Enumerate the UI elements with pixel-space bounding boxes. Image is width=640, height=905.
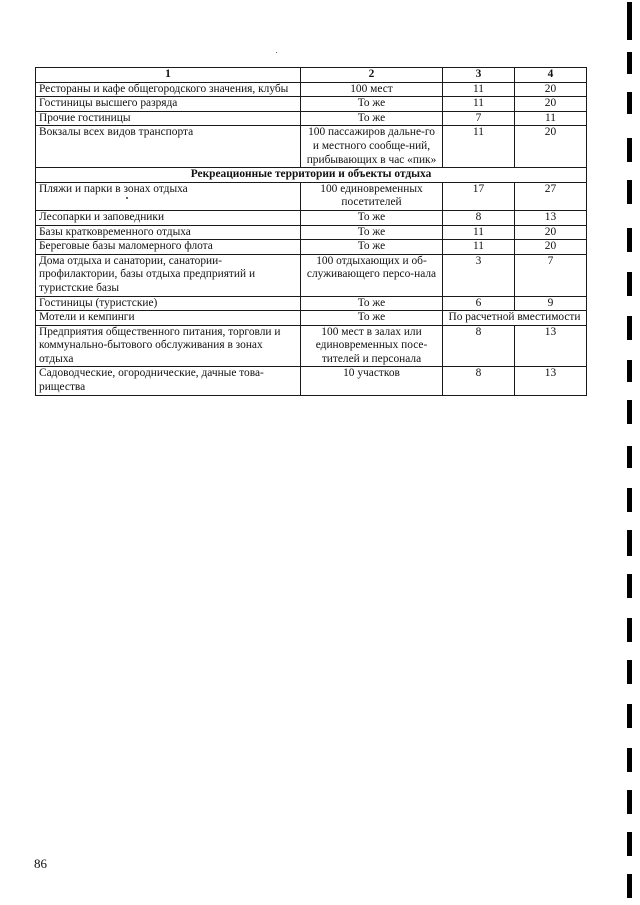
table-row	[36, 254, 587, 296]
value-cell-4: 20	[515, 225, 587, 240]
object-cell: Предприятия общественного питания, торговли и коммунально-бытового обслуживания в зонах отдыха	[36, 325, 301, 367]
object-cell: Рестораны и кафе общегородского значения, клубы	[36, 82, 301, 97]
header-cell-4: 4	[515, 68, 587, 83]
table-row	[36, 240, 587, 255]
table-row	[36, 225, 587, 240]
value-cell-3: 11	[443, 97, 515, 112]
value-cell-4: 20	[515, 97, 587, 112]
unit-cell: То же	[301, 311, 443, 326]
value-cell-3: 17	[443, 182, 515, 210]
page-number: 86	[34, 856, 47, 871]
object-cell: Прочие гостиницы	[36, 111, 301, 126]
table-row	[36, 82, 587, 97]
unit-cell: То же	[301, 240, 443, 255]
table-row	[36, 97, 587, 112]
header-cell-2: 2	[301, 68, 443, 83]
value-cell-3: 8	[443, 210, 515, 225]
object-cell: Пляжи и парки в зонах отдыха	[36, 182, 301, 210]
object-cell: Дома отдыха и санатории, санатории-профилактории, базы отдыха предприятий и туристские базы	[36, 254, 301, 296]
unit-cell: 100 отдыхающих и об-служивающего персо-нала	[301, 254, 443, 296]
unit-cell: То же	[301, 97, 443, 112]
object-cell: Вокзалы всех видов транспорта	[36, 126, 301, 168]
table-row	[36, 325, 587, 367]
unit-cell: 100 единовременных посетителей	[301, 182, 443, 210]
table-row	[36, 367, 587, 395]
value-cell-4: 11	[515, 111, 587, 126]
value-cell-4: 20	[515, 126, 587, 168]
table-row	[36, 311, 587, 326]
value-cell-3: 8	[443, 325, 515, 367]
header-cell-1: 1	[36, 68, 301, 83]
table-row	[36, 111, 587, 126]
unit-cell: То же	[301, 225, 443, 240]
object-cell: Гостиницы (туристские)	[36, 296, 301, 311]
unit-cell: 100 пассажиров дальне-го и местного сообще-ний, прибывающих в час «пик»	[301, 126, 443, 168]
value-cell-4: 27	[515, 182, 587, 210]
norms-table	[35, 67, 587, 396]
value-cell-3: 11	[443, 240, 515, 255]
section-header-row	[36, 168, 587, 183]
table-row	[36, 126, 587, 168]
header-cell-3: 3	[443, 68, 515, 83]
section-title: Рекреационные территории и объекты отдыха	[36, 168, 587, 183]
table-header-row	[36, 68, 587, 83]
table-row	[36, 296, 587, 311]
value-cell-3: 8	[443, 367, 515, 395]
value-cell-4: 13	[515, 325, 587, 367]
object-cell: Гостиницы высшего разряда	[36, 97, 301, 112]
unit-cell: 10 участков	[301, 367, 443, 395]
unit-cell: 100 мест в залах или единовременных посе-тителей и персонала	[301, 325, 443, 367]
merged-value-cell: По расчетной вместимости	[443, 311, 587, 326]
table-row	[36, 182, 587, 210]
value-cell-4: 20	[515, 240, 587, 255]
unit-cell: То же	[301, 210, 443, 225]
value-cell-3: 6	[443, 296, 515, 311]
object-cell: Береговые базы маломерного флота	[36, 240, 301, 255]
object-cell: Лесопарки и заповедники	[36, 210, 301, 225]
unit-cell: То же	[301, 111, 443, 126]
object-cell: Садоводческие, огороднические, дачные това-рищества	[36, 367, 301, 395]
value-cell-3: 11	[443, 126, 515, 168]
unit-cell: То же	[301, 296, 443, 311]
value-cell-4: 20	[515, 82, 587, 97]
unit-cell: 100 мест	[301, 82, 443, 97]
value-cell-4: 13	[515, 367, 587, 395]
table-row	[36, 210, 587, 225]
value-cell-3: 7	[443, 111, 515, 126]
object-cell: Мотели и кемпинги	[36, 311, 301, 326]
value-cell-4: 13	[515, 210, 587, 225]
value-cell-4: 7	[515, 254, 587, 296]
object-cell: Базы кратковременного отдыха	[36, 225, 301, 240]
value-cell-3: 11	[443, 82, 515, 97]
value-cell-4: 9	[515, 296, 587, 311]
value-cell-3: 11	[443, 225, 515, 240]
value-cell-3: 3	[443, 254, 515, 296]
